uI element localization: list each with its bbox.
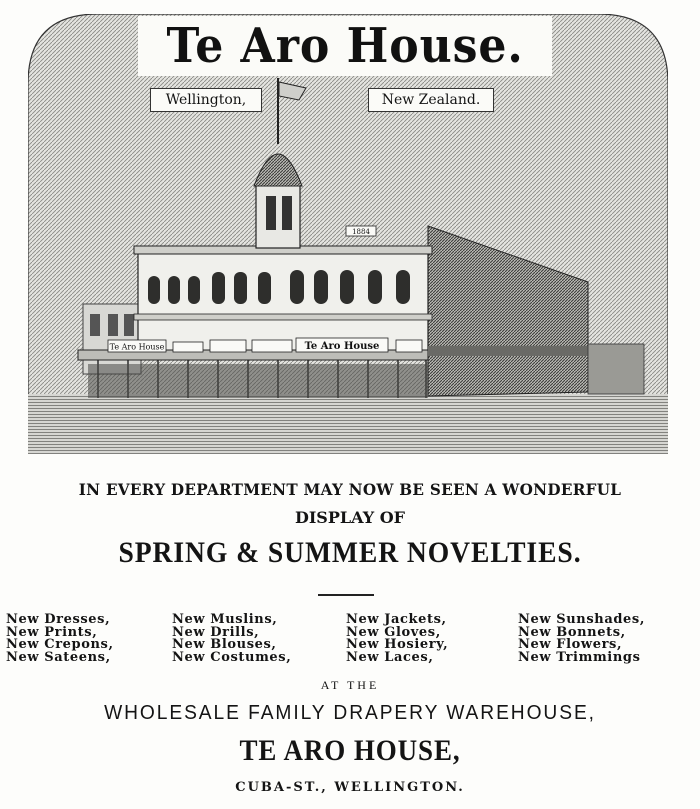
sign-left: Te Aro House <box>109 342 165 352</box>
goods-item: New Dresses, <box>6 612 111 627</box>
street <box>28 394 668 454</box>
goods-item: New Sunshades, <box>518 612 645 627</box>
city-box <box>150 88 262 112</box>
goods-column-3 <box>346 614 448 664</box>
divider-rule <box>318 594 374 596</box>
goods-item: New Blouses, <box>172 637 277 652</box>
goods-item: New Sateens, <box>6 649 111 665</box>
year-plate: 1884 <box>352 228 370 236</box>
goods-item: New Jackets, <box>346 612 447 627</box>
masthead-title: Te Aro House. <box>166 18 524 74</box>
masthead-box <box>138 16 552 76</box>
goods-column-4 <box>518 614 645 664</box>
goods-column-1 <box>6 614 114 664</box>
goods-item: New Flowers, <box>518 637 623 652</box>
city-label: Wellington, <box>165 92 247 108</box>
warehouse-line: WHOLESALE FAMILY DRAPERY WAREHOUSE, <box>104 702 596 724</box>
country-label: New Zealand. <box>381 92 481 108</box>
country-box <box>368 88 494 112</box>
goods-column-2 <box>172 614 291 664</box>
goods-item: New Costumes, <box>172 649 292 665</box>
goods-item: New Hosiery, <box>346 637 449 652</box>
goods-item: New Muslins, <box>172 612 278 627</box>
sign-main: Te Aro House <box>304 341 380 352</box>
goods-item: New Bonnets, <box>518 624 626 640</box>
announcement-line-2: DISPLAY OF <box>294 508 406 527</box>
goods-item: New Crepons, <box>6 637 114 652</box>
at-the-label: AT THE <box>320 678 380 692</box>
goods-item: New Prints, <box>6 624 98 640</box>
goods-item: New Laces, <box>346 649 434 665</box>
announcement-headline: SPRING & SUMMER NOVELTIES. <box>118 536 582 569</box>
right-side-building <box>588 344 644 394</box>
goods-item: New Drills, <box>172 624 260 640</box>
goods-item: New Gloves, <box>346 624 441 640</box>
announcement-line-1: IN EVERY DEPARTMENT MAY NOW BE SEEN A WONDERFUL <box>78 480 622 499</box>
store-address: CUBA-ST., WELLINGTON. <box>235 780 465 795</box>
goods-item: New Trimmings <box>518 649 641 665</box>
store-name: TE ARO HOUSE, <box>239 734 461 767</box>
left-side-building <box>83 304 141 374</box>
store-engraving <box>28 14 668 454</box>
